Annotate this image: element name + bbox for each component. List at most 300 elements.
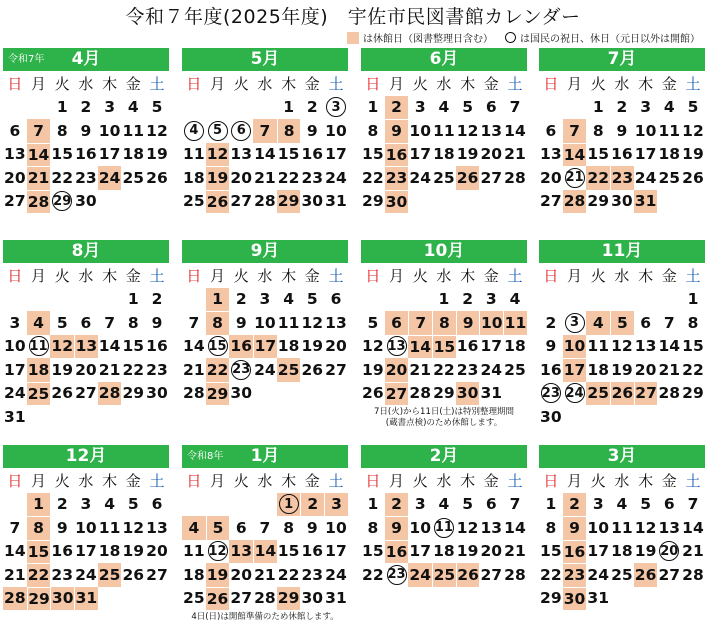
closed-day: 25 xyxy=(98,563,122,587)
day-cell: 28 xyxy=(658,384,681,403)
day-cell: 28 xyxy=(183,384,205,403)
day-cell: 19 xyxy=(362,360,384,379)
day-cell: 22 xyxy=(682,360,704,379)
day-cell: 5 xyxy=(367,313,379,332)
era-label: 令和7年 xyxy=(8,54,45,65)
day-cell xyxy=(539,382,563,406)
closed-day: 22 xyxy=(206,358,230,382)
closed-day: 9 xyxy=(385,516,409,540)
day-grid xyxy=(539,469,705,610)
day-cell: 19 xyxy=(634,542,657,561)
day-cell: 24 xyxy=(254,360,276,379)
closed-day: 25 xyxy=(27,382,51,406)
closed-day: 10 xyxy=(479,311,503,335)
weekday-header: 土 xyxy=(685,75,701,94)
closed-day: 1 xyxy=(27,493,51,517)
day-cell: 27 xyxy=(230,192,252,211)
day-cell: 26 xyxy=(146,168,168,187)
day-cell: 10 xyxy=(75,518,97,537)
weekday-header: 木 xyxy=(102,267,118,286)
weekday-header: 金 xyxy=(661,472,677,491)
day-cell xyxy=(206,540,230,564)
day-cell xyxy=(385,563,409,587)
day-cell: 21 xyxy=(183,360,205,379)
weekday-header: 金 xyxy=(304,267,320,286)
day-cell: 24 xyxy=(325,168,347,187)
day-cell: 29 xyxy=(587,192,609,211)
weekday-header: 金 xyxy=(125,472,141,491)
day-cell: 17 xyxy=(409,145,431,164)
blank-cell xyxy=(3,288,27,312)
day-cell: 2 xyxy=(80,98,92,117)
closed-day: 28 xyxy=(563,190,587,214)
day-cell xyxy=(563,166,587,190)
day-cell: 4 xyxy=(104,495,115,514)
closed-day: 4 xyxy=(27,311,51,335)
blank-cell xyxy=(253,96,277,120)
weekday-header: 土 xyxy=(149,472,165,491)
day-cell: 14 xyxy=(682,518,704,537)
closed-day: 7 xyxy=(408,311,432,335)
closed-day: 26 xyxy=(456,563,480,587)
blank-cell xyxy=(182,96,206,120)
day-cell: 23 xyxy=(301,565,324,584)
day-grid xyxy=(182,72,348,213)
closed-day: 15 xyxy=(432,335,456,359)
weekday-header: 日 xyxy=(543,472,559,491)
day-grid xyxy=(3,469,169,610)
day-cell: 11 xyxy=(611,518,633,537)
month-label: 4月 xyxy=(71,49,101,69)
weekday-header: 火 xyxy=(54,75,70,94)
month-label: 6月 xyxy=(429,49,459,69)
weekday-header: 火 xyxy=(54,472,70,491)
month-label: 8月 xyxy=(71,241,101,261)
closed-day: 9 xyxy=(385,119,409,143)
day-cell: 19 xyxy=(682,145,704,164)
weekday-header: 月 xyxy=(210,75,226,94)
day-cell: 22 xyxy=(362,168,384,187)
blank-cell xyxy=(408,288,432,312)
day-cell: 10 xyxy=(325,518,347,537)
weekday-header: 土 xyxy=(507,267,523,286)
weekday-header: 日 xyxy=(543,75,559,94)
day-cell: 22 xyxy=(122,360,145,379)
month-header xyxy=(3,445,169,468)
day-cell: 8 xyxy=(592,121,604,140)
day-cell: 15 xyxy=(277,542,300,561)
day-cell: 20 xyxy=(325,337,347,356)
day-cell: 10 xyxy=(254,313,276,332)
day-cell: 2 xyxy=(56,495,68,514)
weekday-header: 日 xyxy=(186,75,202,94)
weekday-header: 土 xyxy=(149,75,165,94)
day-cell: 5 xyxy=(640,495,651,514)
closed-day: 30 xyxy=(385,190,409,214)
closed-day: 5 xyxy=(206,516,230,540)
day-cell: 4 xyxy=(616,495,628,514)
closed-day: 2 xyxy=(563,493,587,517)
blank-cell xyxy=(3,96,27,120)
weekday-header: 木 xyxy=(281,472,297,491)
weekday-header: 木 xyxy=(102,75,118,94)
day-cell: 31 xyxy=(325,589,347,608)
closed-day: 27 xyxy=(385,382,409,406)
closed-day: 9 xyxy=(563,516,587,540)
day-cell: 27 xyxy=(325,360,347,379)
closed-day: 17 xyxy=(253,335,277,359)
day-cell: 18 xyxy=(504,337,526,356)
closed-day: 16 xyxy=(229,335,253,359)
day-cell: 4 xyxy=(127,98,139,117)
day-cell: 30 xyxy=(301,589,324,608)
weekday-header: 月 xyxy=(389,75,405,94)
day-cell: 17 xyxy=(634,145,657,164)
weekday-header: 火 xyxy=(233,75,249,94)
day-cell: 21 xyxy=(98,360,121,379)
day-cell: 21 xyxy=(254,168,276,187)
weekday-header: 金 xyxy=(125,75,141,94)
day-cell: 4 xyxy=(663,98,675,117)
closed-day: 4 xyxy=(182,516,206,540)
weekday-header: 月 xyxy=(389,472,405,491)
day-cell: 11 xyxy=(183,542,205,561)
weekday-header: 木 xyxy=(638,75,654,94)
closed-swatch xyxy=(347,32,359,44)
weekday-header: 月 xyxy=(567,75,583,94)
blank-cell xyxy=(27,96,51,120)
blank-cell xyxy=(182,493,206,517)
day-cell: 22 xyxy=(433,360,455,379)
weekday-header: 土 xyxy=(149,267,165,286)
day-cell: 23 xyxy=(51,565,73,584)
day-cell: 13 xyxy=(230,145,252,164)
weekday-header: 火 xyxy=(590,267,606,286)
closed-day: 23 xyxy=(385,166,409,190)
day-cell: 27 xyxy=(4,192,26,211)
day-cell: 17 xyxy=(75,542,97,561)
day-cell: 3 xyxy=(592,495,604,514)
month-label: 7月 xyxy=(607,49,637,69)
month-2 xyxy=(182,48,348,213)
month-5 xyxy=(3,240,169,429)
day-cell: 29 xyxy=(362,192,384,211)
weekday-header: 木 xyxy=(460,75,476,94)
closed-day: 22 xyxy=(27,563,51,587)
day-cell: 30 xyxy=(75,192,97,211)
month-header xyxy=(3,48,169,71)
closed-day: 31 xyxy=(74,587,98,611)
closed-day: 14 xyxy=(253,540,277,564)
day-cell xyxy=(206,119,230,143)
day-cell: 28 xyxy=(504,168,526,187)
closed-day: 5 xyxy=(610,311,634,335)
closed-day: 28 xyxy=(98,382,122,406)
closed-day: 14 xyxy=(408,335,432,359)
day-cell: 22 xyxy=(540,565,562,584)
day-cell: 15 xyxy=(277,145,300,164)
closed-day: 12 xyxy=(206,143,230,167)
month-6 xyxy=(182,240,348,405)
day-cell: 1 xyxy=(127,290,139,309)
day-cell xyxy=(50,190,74,214)
day-cell: 4 xyxy=(438,98,450,117)
weekday-header: 水 xyxy=(436,472,452,491)
page-title: 令和７年度(2025年度) 宇佐市民図書館カレンダー xyxy=(125,6,581,28)
weekday-header: 月 xyxy=(210,267,226,286)
weekday-header: 日 xyxy=(365,472,381,491)
closed-day: 11 xyxy=(503,311,527,335)
day-cell: 13 xyxy=(4,145,26,164)
day-cell: 11 xyxy=(98,518,121,537)
day-cell: 1 xyxy=(592,98,604,117)
closed-day: 29 xyxy=(277,587,301,611)
day-cell: 5 xyxy=(687,98,699,117)
weekday-header: 金 xyxy=(661,267,677,286)
day-cell: 25 xyxy=(611,565,633,584)
weekday-header: 月 xyxy=(210,472,226,491)
day-cell: 17 xyxy=(98,145,121,164)
day-cell: 19 xyxy=(146,145,168,164)
weekday-header: 日 xyxy=(7,75,23,94)
month-header xyxy=(182,240,348,263)
closed-day: 26 xyxy=(634,563,658,587)
month-9 xyxy=(3,445,169,610)
day-cell: 5 xyxy=(56,313,68,332)
day-cell: 28 xyxy=(504,565,526,584)
day-cell: 13 xyxy=(146,518,168,537)
blank-cell xyxy=(3,493,27,517)
closed-day: 29 xyxy=(277,190,301,214)
weekday-header: 日 xyxy=(365,75,381,94)
day-cell: 29 xyxy=(540,589,562,608)
day-cell: 31 xyxy=(587,589,609,608)
day-cell: 19 xyxy=(611,360,633,379)
holiday-circle: 21 xyxy=(565,168,585,188)
day-cell: 11 xyxy=(587,337,609,356)
day-cell: 4 xyxy=(283,290,294,309)
blank-cell xyxy=(586,288,610,312)
day-cell: 8 xyxy=(283,518,294,537)
day-cell: 22 xyxy=(277,168,300,187)
day-cell: 21 xyxy=(682,542,704,561)
blank-cell xyxy=(50,288,74,312)
day-cell: 8 xyxy=(687,313,699,332)
holiday-circle: 23 xyxy=(231,360,251,380)
day-cell: 22 xyxy=(362,565,384,584)
day-cell: 21 xyxy=(409,360,431,379)
day-cell: 20 xyxy=(146,542,168,561)
closed-day: 17 xyxy=(563,358,587,382)
day-cell: 27 xyxy=(480,565,503,584)
day-cell: 29 xyxy=(433,384,455,403)
day-cell: 1 xyxy=(367,98,379,117)
day-cell: 18 xyxy=(433,145,455,164)
weekday-header: 木 xyxy=(460,472,476,491)
weekday-header: 土 xyxy=(685,472,701,491)
closed-day: 23 xyxy=(563,563,587,587)
day-cell: 12 xyxy=(634,518,657,537)
day-cell: 1 xyxy=(283,98,294,117)
day-cell: 8 xyxy=(367,121,379,140)
weekday-header: 月 xyxy=(567,267,583,286)
day-cell: 9 xyxy=(545,337,557,356)
day-cell: 31 xyxy=(480,384,503,403)
day-cell: 1 xyxy=(545,495,557,514)
day-cell: 15 xyxy=(587,145,609,164)
closed-day: 13 xyxy=(74,335,98,359)
day-cell: 28 xyxy=(682,565,704,584)
day-cell: 27 xyxy=(540,192,562,211)
closed-day: 24 xyxy=(98,166,122,190)
day-grid xyxy=(361,72,527,213)
day-cell xyxy=(432,516,456,540)
weekday-header: 土 xyxy=(328,472,344,491)
blank-cell xyxy=(539,288,563,312)
day-grid xyxy=(539,72,705,213)
day-cell: 22 xyxy=(277,565,300,584)
day-grid xyxy=(182,264,348,405)
weekday-header: 水 xyxy=(614,472,630,491)
day-grid xyxy=(361,469,527,587)
holiday-circle: 13 xyxy=(387,336,407,356)
day-cell: 2 xyxy=(151,290,163,309)
day-cell: 21 xyxy=(658,360,681,379)
weekday-header: 火 xyxy=(412,75,428,94)
day-cell: 3 xyxy=(80,495,92,514)
closed-day: 7 xyxy=(563,119,587,143)
weekday-header: 火 xyxy=(590,472,606,491)
day-cell: 25 xyxy=(183,192,205,211)
day-cell: 18 xyxy=(658,145,681,164)
day-cell: 13 xyxy=(540,145,562,164)
blank-cell xyxy=(229,96,253,120)
day-cell: 24 xyxy=(587,565,609,584)
day-cell: 19 xyxy=(301,337,324,356)
day-cell xyxy=(206,335,230,359)
day-cell: 25 xyxy=(433,168,455,187)
closed-day: 16 xyxy=(563,540,587,564)
month-header xyxy=(539,48,705,71)
day-cell: 2 xyxy=(545,313,557,332)
weekday-header: 木 xyxy=(638,472,654,491)
day-cell: 30 xyxy=(301,192,324,211)
day-cell: 9 xyxy=(151,313,163,332)
day-cell: 6 xyxy=(485,495,497,514)
day-cell: 20 xyxy=(480,145,503,164)
closed-day: 30 xyxy=(50,587,74,611)
weekday-header: 火 xyxy=(412,472,428,491)
weekday-header: 土 xyxy=(507,75,523,94)
weekday-header: 火 xyxy=(54,267,70,286)
weekday-header: 水 xyxy=(436,267,452,286)
weekday-header: 火 xyxy=(233,267,249,286)
holiday-circle: 11 xyxy=(29,336,49,356)
day-cell: 19 xyxy=(51,360,73,379)
day-cell: 30 xyxy=(146,384,168,403)
day-cell: 8 xyxy=(545,518,557,537)
weekday-header: 金 xyxy=(483,472,499,491)
closed-day: 21 xyxy=(27,166,51,190)
weekday-header: 日 xyxy=(7,267,23,286)
day-cell: 18 xyxy=(587,360,609,379)
day-cell: 24 xyxy=(634,168,657,187)
day-cell: 30 xyxy=(540,407,562,426)
day-cell: 16 xyxy=(75,145,97,164)
day-cell: 14 xyxy=(98,337,121,356)
month-header xyxy=(539,240,705,263)
holiday-circle: 1 xyxy=(279,494,299,514)
day-cell: 1 xyxy=(367,495,379,514)
closed-day: 2 xyxy=(300,493,324,517)
weekday-header: 木 xyxy=(281,75,297,94)
day-cell: 24 xyxy=(325,565,347,584)
day-cell: 15 xyxy=(682,337,704,356)
closed-day: 18 xyxy=(27,358,51,382)
day-cell: 6 xyxy=(663,495,675,514)
day-cell: 26 xyxy=(362,384,384,403)
day-cell: 20 xyxy=(480,542,503,561)
closed-day: 6 xyxy=(385,311,409,335)
day-cell: 22 xyxy=(51,168,73,187)
weekday-header: 水 xyxy=(614,75,630,94)
day-cell: 20 xyxy=(230,168,252,187)
closed-day: 31 xyxy=(634,190,658,214)
day-cell xyxy=(229,358,253,382)
day-cell: 10 xyxy=(409,121,431,140)
blank-cell xyxy=(539,96,563,120)
day-cell: 7 xyxy=(663,313,675,332)
day-cell: 23 xyxy=(146,360,168,379)
closed-day: 13 xyxy=(229,540,253,564)
day-cell: 6 xyxy=(330,290,342,309)
day-cell: 3 xyxy=(259,290,271,309)
era-label: 令和8年 xyxy=(187,451,224,462)
closed-day: 20 xyxy=(385,358,409,382)
month-10 xyxy=(182,445,348,623)
day-cell: 26 xyxy=(682,168,704,187)
day-cell: 27 xyxy=(480,168,503,187)
closed-day: 16 xyxy=(385,143,409,167)
month-label: 11月 xyxy=(601,241,643,261)
day-cell xyxy=(385,335,409,359)
day-cell: 15 xyxy=(362,542,384,561)
holiday-circle: 24 xyxy=(565,383,585,403)
day-cell: 30 xyxy=(611,192,633,211)
closed-day: 1 xyxy=(206,288,230,312)
weekday-header: 土 xyxy=(328,75,344,94)
day-grid xyxy=(3,72,169,213)
month-label: 2月 xyxy=(429,446,459,466)
weekday-header: 水 xyxy=(614,267,630,286)
holiday-circle: 4 xyxy=(184,121,204,141)
day-cell: 7 xyxy=(104,313,115,332)
blank-cell xyxy=(206,96,230,120)
weekday-header: 金 xyxy=(483,75,499,94)
blank-cell xyxy=(563,96,587,120)
day-cell: 12 xyxy=(456,121,479,140)
weekday-header: 水 xyxy=(78,75,94,94)
day-cell: 5 xyxy=(127,495,139,514)
closed-day: 7 xyxy=(253,119,277,143)
day-cell: 7 xyxy=(509,495,521,514)
month-11 xyxy=(361,445,527,587)
day-cell: 3 xyxy=(414,98,426,117)
holiday-circle: 11 xyxy=(434,518,454,538)
day-cell: 15 xyxy=(51,145,73,164)
day-cell: 12 xyxy=(611,337,633,356)
day-cell: 9 xyxy=(80,121,92,140)
